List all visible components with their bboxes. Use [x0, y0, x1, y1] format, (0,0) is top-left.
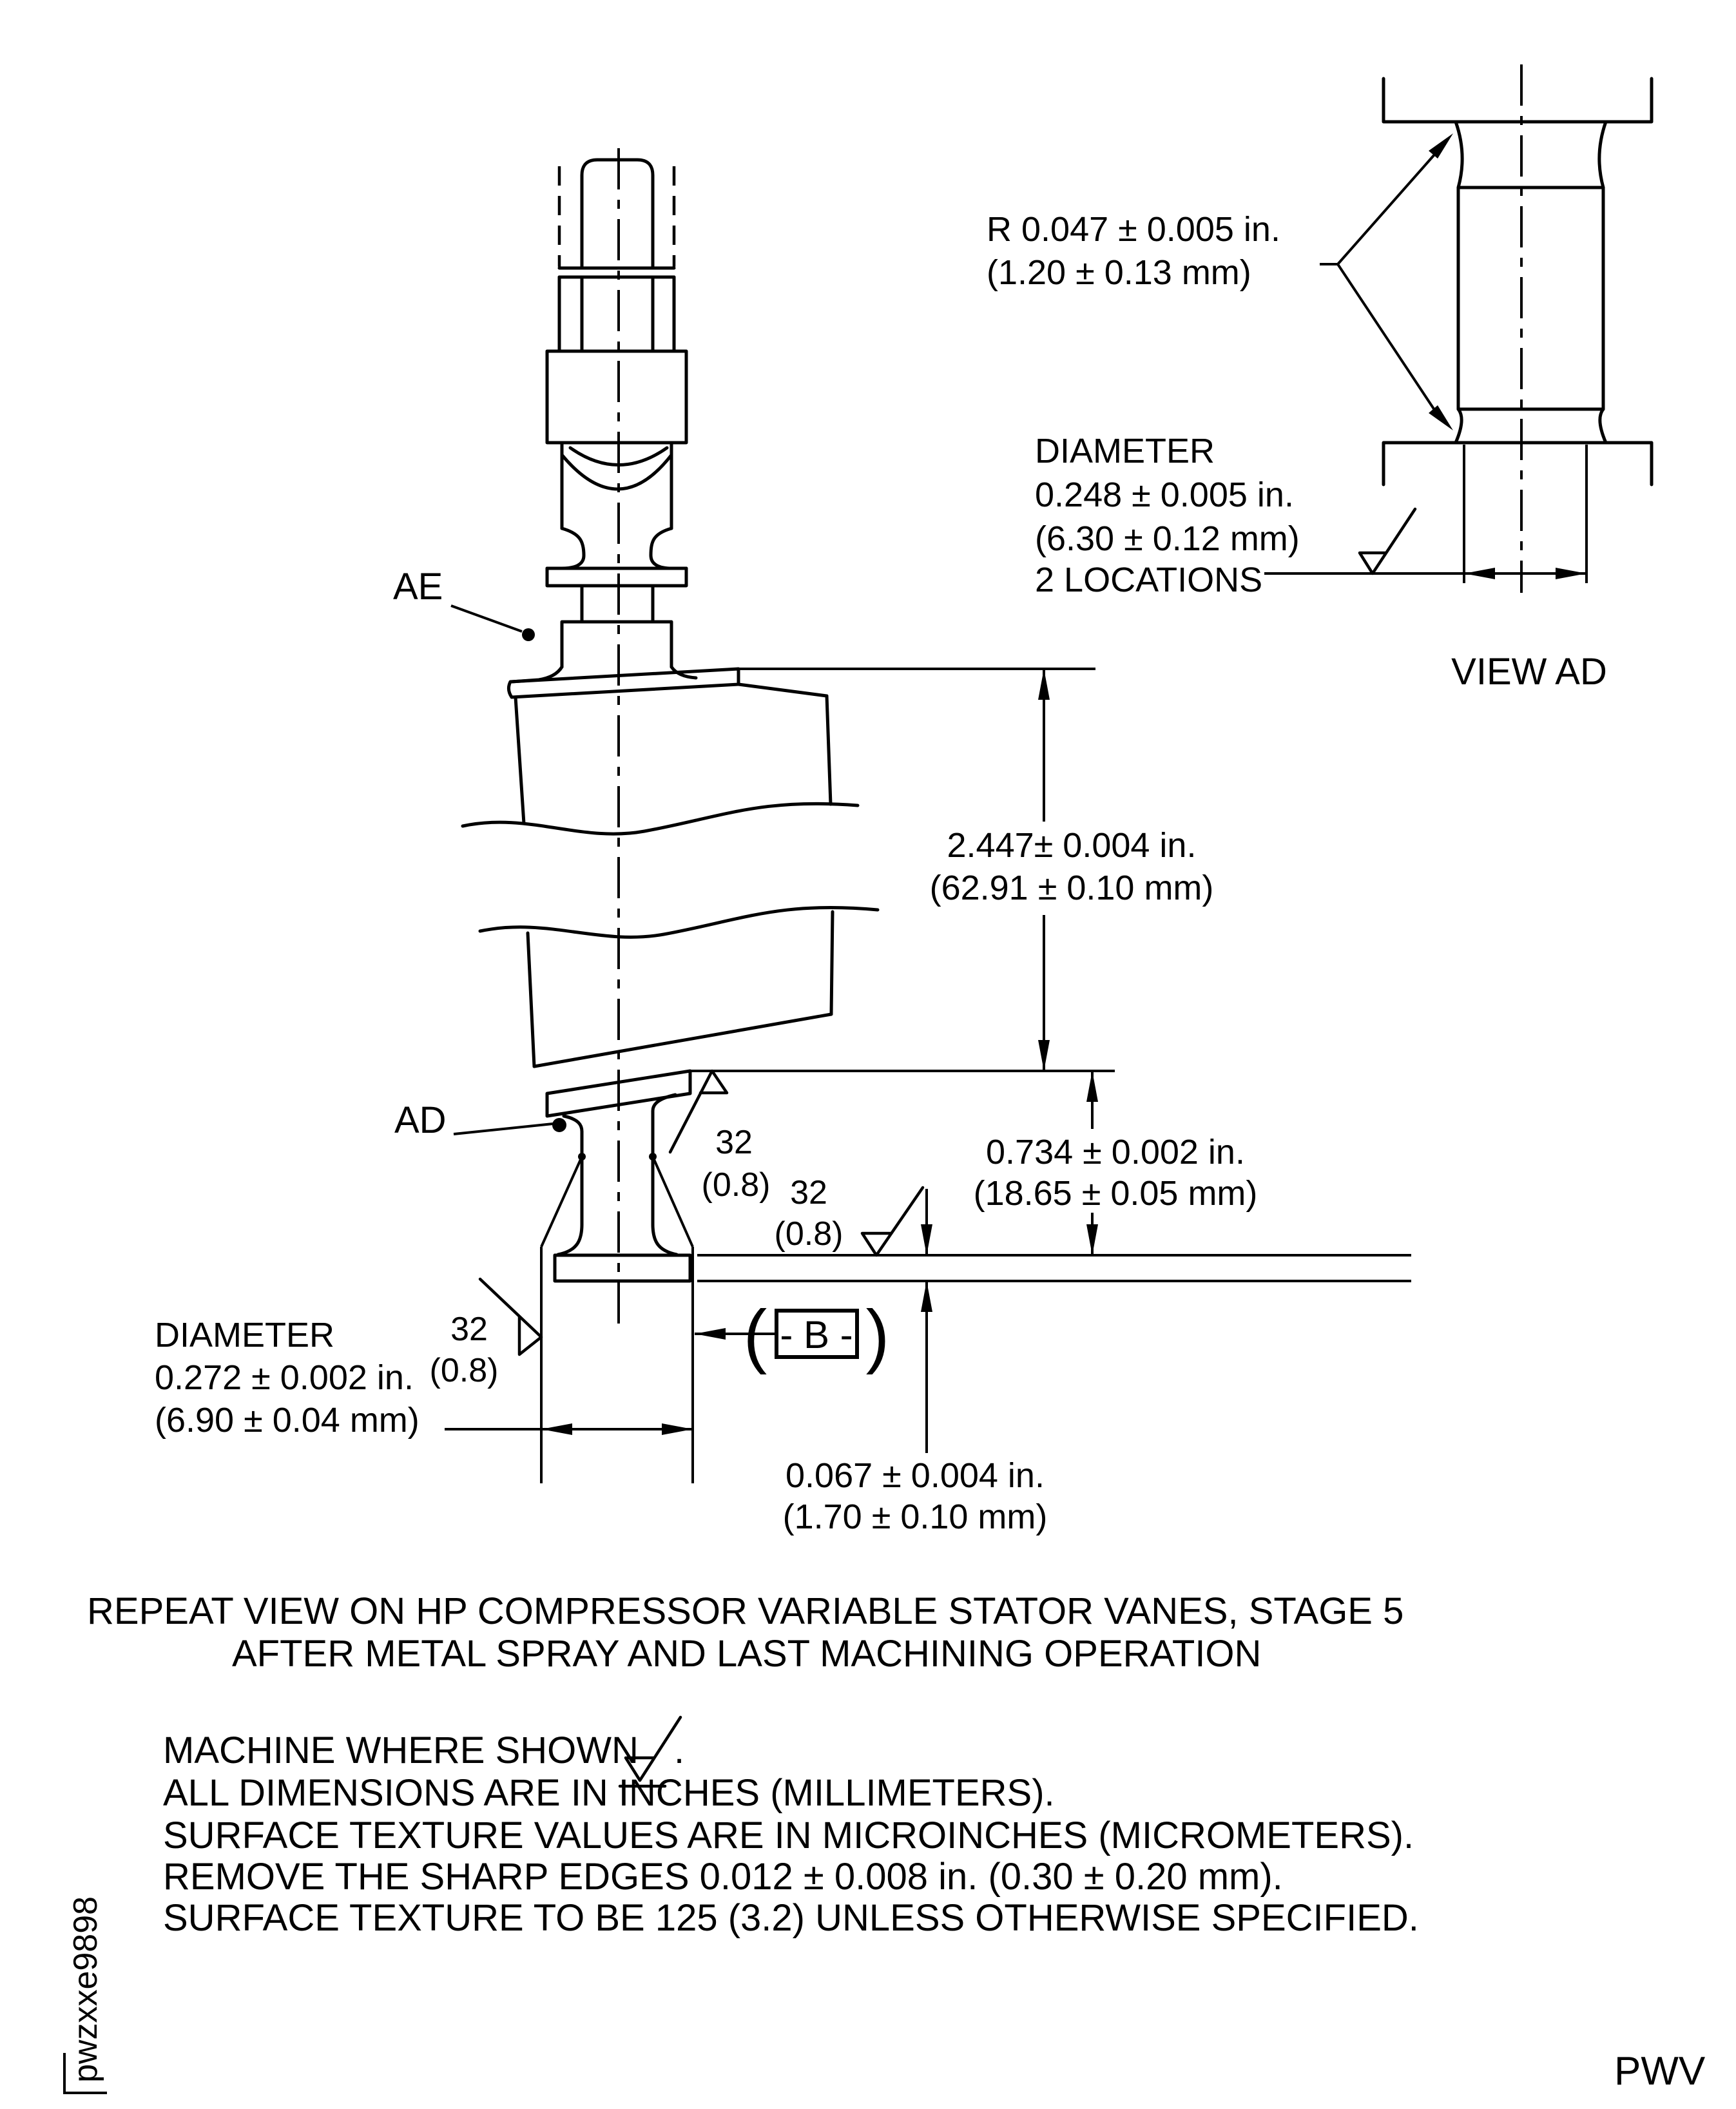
ad-leader-dot — [552, 1118, 566, 1132]
airfoil-left-edge — [516, 697, 534, 1066]
vad-cylinder — [1458, 188, 1603, 409]
ad-leader — [454, 1124, 553, 1134]
chamfer-projection-lines — [541, 1157, 693, 1247]
vad-diameter-line3: (6.30 ± 0.12 mm) — [1035, 519, 1300, 558]
datum-label: - B - — [780, 1313, 853, 1356]
finish-down-metric: (0.8) — [774, 1215, 844, 1253]
note-sharp-edges: REMOVE THE SHARP EDGES 0.012 ± 0.008 in. (0.30 ± 0.20 mm). — [163, 1856, 1283, 1898]
spindle-edge-dot-left — [578, 1153, 586, 1160]
arrow-radius-top — [1429, 133, 1453, 159]
dim-diameter-line1: DIAMETER — [155, 1316, 335, 1354]
finish-right-metric: (0.8) — [429, 1352, 499, 1389]
repeat-note-line1: REPEAT VIEW ON HP COMPRESSOR VARIABLE STATOR VANES, STAGE 5 — [87, 1590, 1404, 1632]
ae-leader — [451, 606, 522, 631]
sheet-code: PWV — [1614, 2049, 1706, 2094]
arrow-spindle-top — [1086, 1071, 1098, 1102]
nut-block — [559, 277, 674, 351]
notes-block — [87, 1590, 1419, 1939]
note-dimensions: ALL DIMENSIONS ARE IN INCHES (MILLIMETERS). — [163, 1772, 1055, 1814]
arrowheads — [522, 133, 1587, 1435]
label-ad: AD — [394, 1099, 447, 1141]
arrow-spindle-bottom — [1086, 1224, 1098, 1255]
vad-bottom-plate — [1384, 443, 1652, 485]
vad-diameter-line4: 2 LOCATIONS — [1035, 561, 1263, 599]
finish-symbol-right-icon — [480, 1279, 541, 1354]
finish-up-value: 32 — [715, 1124, 753, 1161]
radius-note-line1: R 0.047 ± 0.005 in. — [987, 210, 1280, 249]
dim-diameter-line3: (6.90 ± 0.04 mm) — [155, 1401, 420, 1440]
trunnion-block — [562, 622, 671, 667]
airfoil-top-right-edge — [738, 684, 827, 696]
break-wave-line-lower — [480, 907, 878, 937]
thread-relief-lines — [559, 268, 674, 277]
arrow-flange-down — [921, 1224, 932, 1255]
dim-spindle-line1: 0.734 ± 0.002 in. — [986, 1133, 1245, 1171]
radius-note-line2: (1.20 ± 0.13 mm) — [987, 253, 1251, 292]
collar-outline — [547, 351, 686, 443]
ae-leader-dot — [522, 628, 535, 641]
dim-flange-line1: 0.067 ± 0.004 in. — [786, 1456, 1045, 1495]
arrow-vad-dia-right — [1556, 568, 1587, 579]
finish-up-metric: (0.8) — [701, 1166, 771, 1204]
label-ae: AE — [393, 566, 443, 608]
arrow-diameter-right — [662, 1423, 693, 1435]
airfoil-bottom-edge — [534, 1014, 831, 1066]
arrow-vad-dia-left — [1464, 568, 1495, 579]
vad-machined-symbol-icon — [1360, 509, 1415, 573]
arrow-length-top — [1038, 669, 1050, 700]
dimension-lines — [445, 155, 1587, 1483]
finish-symbol-down-icon — [862, 1188, 923, 1255]
vad-radius-leader — [1320, 155, 1434, 410]
datum-paren-open: ( — [743, 1296, 767, 1375]
spindle-right-side — [653, 1095, 675, 1224]
hidden-edges — [559, 166, 674, 267]
note-machine-prefix: MACHINE WHERE SHOWN — [163, 1729, 639, 1771]
note-machine-suffix: . — [674, 1729, 685, 1771]
note-surface-default: SURFACE TEXTURE TO BE 125 (3.2) UNLESS OTHERWISE SPECIFIED. — [163, 1897, 1419, 1939]
dim-flange-line2: (1.70 ± 0.10 mm) — [782, 1497, 1048, 1536]
vad-diameter-line2: 0.248 ± 0.005 in. — [1035, 476, 1294, 514]
bottom-flange — [555, 1255, 690, 1281]
arrow-datum-b — [695, 1328, 726, 1340]
dim-diameter-line2: 0.272 ± 0.002 in. — [155, 1358, 414, 1397]
note-surface-values: SURFACE TEXTURE VALUES ARE IN MICROINCHES (MICROMETERS). — [163, 1815, 1414, 1856]
upper-flange — [547, 568, 686, 586]
spindle-left-side — [564, 1116, 582, 1224]
airfoil-right-edge — [827, 696, 833, 1014]
datum-paren-close: ) — [865, 1296, 890, 1375]
vad-top-fillets — [1456, 122, 1606, 188]
annotation-texts — [155, 210, 1607, 1536]
spindle-edge-dot-right — [649, 1153, 657, 1160]
repeat-note-line2: AFTER METAL SPRAY AND LAST MACHINING OPERATION — [232, 1633, 1262, 1675]
upper-neck-right — [651, 528, 686, 568]
doc-code: pwzxxe9898 — [67, 1896, 104, 2083]
upper-neck-left — [547, 528, 584, 568]
finish-down-value: 32 — [790, 1174, 827, 1211]
view-ad-title: VIEW AD — [1451, 651, 1607, 693]
arrow-radius-bottom — [1429, 405, 1453, 430]
arrow-diameter-left — [541, 1423, 572, 1435]
socket-cup-arcs — [562, 448, 671, 489]
dim-length-line2: (62.91 ± 0.10 mm) — [929, 869, 1214, 907]
arrow-flange-up — [921, 1281, 932, 1312]
platform — [508, 669, 738, 697]
vad-bottom-fillets — [1456, 409, 1606, 443]
finish-right-value: 32 — [450, 1311, 488, 1348]
vad-dia-verticals — [1464, 445, 1587, 583]
vad-top-plate — [1384, 79, 1652, 122]
dim-spindle-line2: (18.65 ± 0.05 mm) — [973, 1174, 1258, 1213]
arrow-length-bottom — [1038, 1040, 1050, 1071]
view-ad-outline — [1384, 79, 1652, 485]
dim-length-line1: 2.447± 0.004 in. — [947, 826, 1197, 865]
vad-diameter-line1: DIAMETER — [1035, 432, 1215, 470]
main-part-outline — [463, 160, 878, 1281]
